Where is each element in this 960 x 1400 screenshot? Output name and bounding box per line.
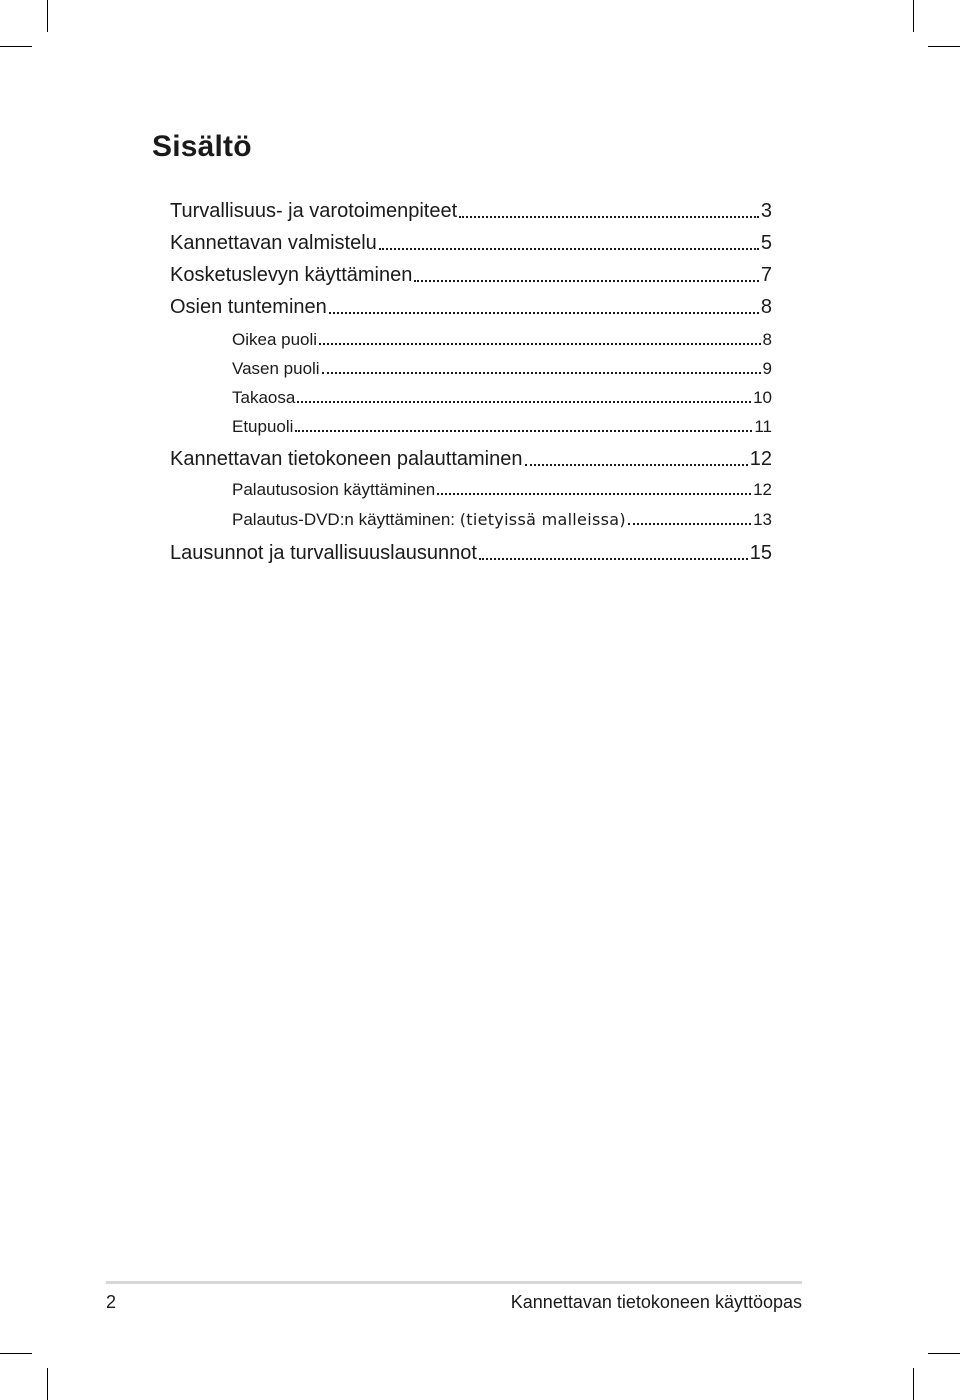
toc-entry-page: 9 xyxy=(762,359,772,378)
toc-entry-label: Kosketuslevyn käyttäminen xyxy=(170,264,413,286)
toc-entry-label: Osien tunteminen xyxy=(170,296,327,318)
page-number: 2 xyxy=(106,1292,117,1312)
footer-divider xyxy=(106,1281,802,1284)
toc-entry-label-suffix: (tietyissä malleissa) xyxy=(459,510,626,529)
toc-entry[interactable] xyxy=(170,232,772,255)
dot-leader xyxy=(628,523,751,525)
crop-mark xyxy=(47,0,48,32)
dot-leader xyxy=(414,280,759,282)
toc-entry[interactable] xyxy=(170,200,772,223)
toc-subentry[interactable] xyxy=(170,417,772,437)
dot-leader xyxy=(525,464,748,466)
dot-leader xyxy=(322,372,761,374)
toc-entry-label: Lausunnot ja turvallisuuslausunnot xyxy=(170,542,477,564)
toc-entry-page: 11 xyxy=(754,417,772,436)
toc-entry-label: Takaosa xyxy=(232,388,296,407)
toc-subentry[interactable] xyxy=(170,330,772,350)
dot-leader xyxy=(295,430,752,432)
toc-entry-label: Kannettavan valmistelu xyxy=(170,232,377,254)
dot-leader xyxy=(297,401,751,403)
toc-subentry[interactable] xyxy=(170,480,772,500)
toc-subentry[interactable] xyxy=(170,510,772,530)
toc-entry-label: Etupuoli xyxy=(232,417,294,436)
toc-entry-page: 13 xyxy=(753,510,772,529)
crop-mark xyxy=(913,0,914,32)
crop-mark xyxy=(928,1353,960,1354)
toc-entry-page: 12 xyxy=(749,448,772,470)
toc-entry[interactable] xyxy=(170,542,772,565)
toc-entry-page: 15 xyxy=(749,542,772,564)
toc-subentry[interactable] xyxy=(170,359,772,379)
toc-entry-page: 8 xyxy=(760,296,772,318)
toc-entry[interactable] xyxy=(170,448,772,471)
toc-entry-page: 3 xyxy=(760,200,772,222)
crop-mark xyxy=(47,1368,48,1400)
toc-entry-page: 8 xyxy=(762,330,772,349)
dot-leader xyxy=(459,216,759,218)
dot-leader xyxy=(319,343,760,345)
crop-mark xyxy=(913,1368,914,1400)
toc-entry-label: Kannettavan tietokoneen palauttaminen xyxy=(170,448,523,470)
toc-entry-label: Palautusosion käyttäminen xyxy=(232,480,436,499)
toc-entry-page: 5 xyxy=(760,232,772,254)
toc-subentry[interactable] xyxy=(170,388,772,408)
toc-entry-label xyxy=(232,510,626,530)
toc-entry-label: Turvallisuus- ja varotoimenpiteet xyxy=(170,200,458,222)
dot-leader xyxy=(329,312,759,314)
dot-leader xyxy=(379,248,759,250)
footer-title: Kannettavan tietokoneen käyttöopas xyxy=(510,1292,802,1312)
toc-entry[interactable] xyxy=(170,296,772,319)
crop-mark xyxy=(0,46,32,47)
toc-entry-label-main: Palautus-DVD:n käyttäminen: xyxy=(232,510,460,529)
dot-leader xyxy=(479,558,748,560)
dot-leader xyxy=(437,493,751,495)
page-title: Sisältö xyxy=(152,130,252,163)
toc-entry-label: Vasen puoli xyxy=(232,359,320,378)
toc-entry-label: Oikea puoli xyxy=(232,330,318,349)
toc-entry-page: 12 xyxy=(753,480,772,499)
toc-entry[interactable] xyxy=(170,264,772,287)
crop-mark xyxy=(0,1353,32,1354)
toc-entry-page: 10 xyxy=(753,388,772,407)
toc-entry-page: 7 xyxy=(760,264,772,286)
crop-mark xyxy=(928,46,960,47)
